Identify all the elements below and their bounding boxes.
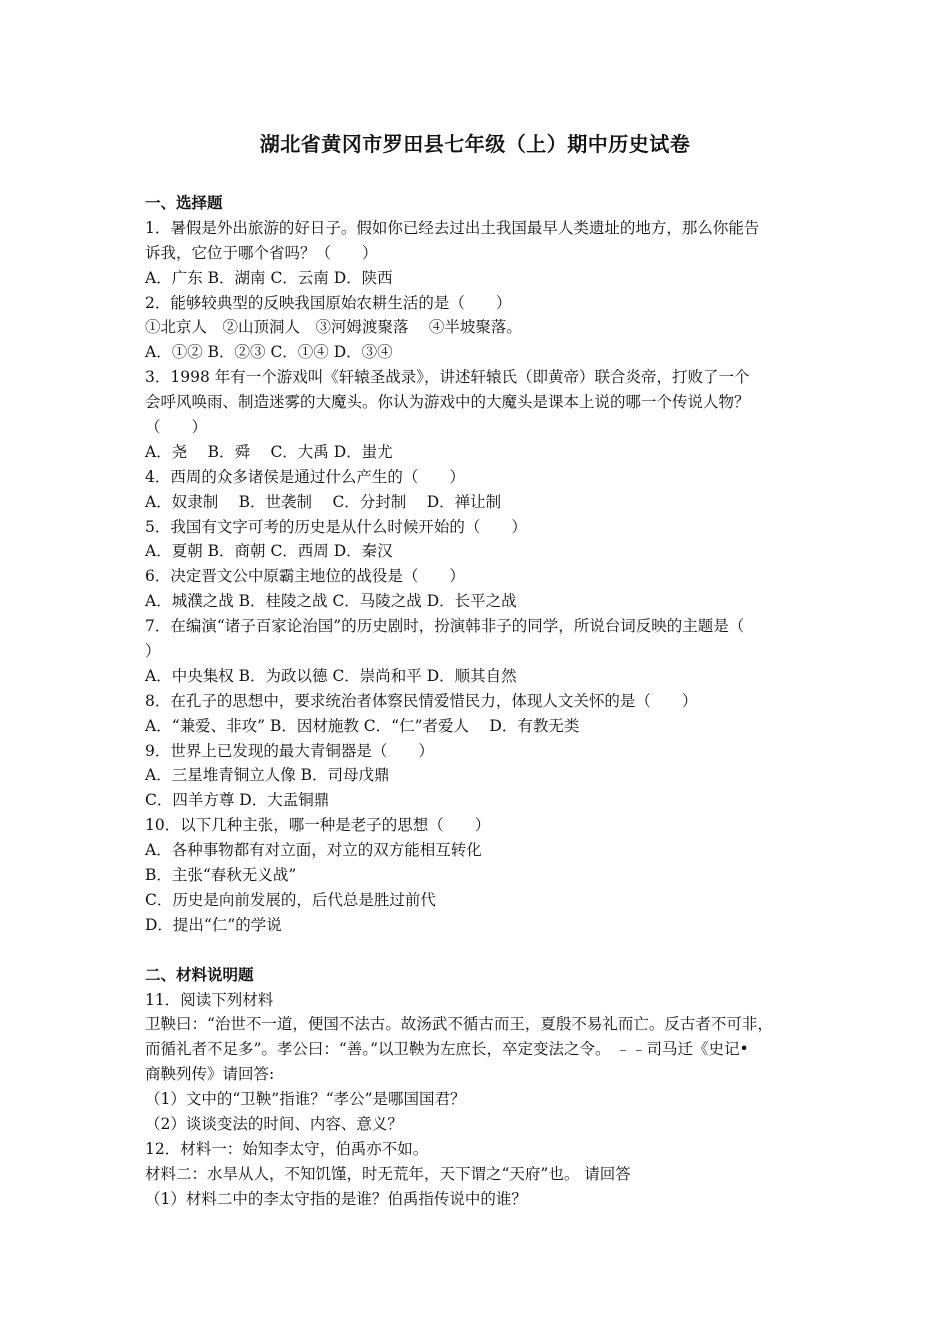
text-line: 材料二：水旱从人，不知饥馑，时无荒年，天下谓之“天府”也。 请回答 (145, 1164, 631, 1183)
text-line: （1）材料二中的李太守指的是谁？伯禹指传说中的谁？ (145, 1189, 527, 1208)
section-heading-material: 二、材料说明题 (145, 965, 254, 984)
text-line: A．广东 B．湖南 C．云南 D．陕西 (145, 268, 393, 287)
text-line: 11．阅读下列材料 (145, 990, 274, 1009)
text-line: 1．暑假是外出旅游的好日子。假如你已经去过出土我国最早人类遗址的地方，那么你能告 (145, 218, 760, 237)
text-line: A．①② B．②③ C．①④ D．③④ (145, 343, 393, 362)
text-line: 商鞅列传》请回答: (145, 1065, 275, 1084)
section-choice-questions (145, 216, 825, 938)
text-line: 10．以下几种主张，哪一种是老子的思想（ ） (145, 816, 491, 835)
text-line: A．中央集权 B．为政以德 C．崇尚和平 D．顺其自然 (145, 666, 517, 685)
text-line: A．尧 B．舜 C．大禹 D．蚩尤 (145, 442, 393, 461)
text-line: ①北京人 ②山顶洞人 ③河姆渡聚落 ④半坡聚落。 (145, 318, 522, 337)
text-line: （1）文中的“卫鞅”指谁？“孝公”是哪国国君？ (145, 1090, 466, 1109)
text-line: A．三星堆青铜立人像 B．司母戊鼎 (145, 766, 390, 785)
text-line: A．夏朝 B．商朝 C．西周 D．秦汉 (145, 542, 393, 561)
text-line: 7．在编演“诸子百家论治国”的历史剧时，扮演韩非子的同学，所说台词反映的主题是（ (145, 617, 745, 636)
text-line: C．历史是向前发展的，后代总是胜过前代 (145, 890, 436, 909)
text-line: 8．在孔子的思想中，要求统治者体察民情爱惜民力，体现人文关怀的是（ ） (145, 691, 698, 710)
text-line: 诉我，它位于哪个省吗？（ ） (145, 243, 378, 262)
text-line: A．“兼爱、非攻” B．因材施教 C．“仁”者爱人 D．有教无类 (145, 716, 580, 735)
exam-content (145, 191, 825, 1212)
text-line: B．主张“春秋无义战” (145, 866, 297, 885)
page-title: 湖北省黄冈市罗田县七年级（上）期中历史试卷 (259, 132, 691, 156)
text-line: 12．材料一：始知李太守，伯禹亦不如。 (145, 1139, 429, 1158)
text-line: 会呼风唤雨、制造迷雾的大魔头。你认为游戏中的大魔头是课本上说的哪一个传说人物？ (145, 393, 750, 412)
text-line: （2）谈谈变法的时间、内容、意义？ (145, 1114, 403, 1133)
text-line: （ ） (145, 418, 208, 437)
text-line: 4．西周的众多诸侯是通过什么产生的（ ） (145, 467, 465, 486)
section-heading-choice: 一、选择题 (145, 194, 223, 212)
text-line: ） (145, 642, 161, 661)
text-line: D．提出“仁”的学说 (145, 915, 282, 934)
section-spacer (145, 938, 825, 963)
text-line: 而循礼者不足多”。孝公曰：“善。”以卫鞅为左庶长，卒定变法之令。 ﹣﹣司马迁《史记• (145, 1040, 749, 1059)
text-line: A．各种事物都有对立面，对立的双方能相互转化 (145, 841, 482, 860)
text-line: C．四羊方尊 D．大盂铜鼎 (145, 791, 330, 810)
text-line: A．城濮之战 B．桂陵之战 C．马陵之战 D．长平之战 (145, 592, 517, 611)
text-line: 6．决定晋文公中原霸主地位的战役是（ ） (145, 567, 465, 586)
section-material-questions (145, 988, 825, 1212)
text-line: 9．世界上已发现的最大青铜器是（ ） (145, 741, 434, 760)
text-line: A．奴隶制 B．世袭制 C．分封制 D．禅让制 (145, 492, 502, 511)
text-line: 2．能够较典型的反映我国原始农耕生活的是（ ） (145, 293, 512, 312)
text-line: 卫鞅曰：“治世不一道，便国不法古。故汤武不循古而王，夏殷不易礼而亡。反古者不可非， (145, 1015, 773, 1034)
text-line: 3．1998 年有一个游戏叫《轩辕圣战录》，讲述轩辕氏（即黄帝）联合炎帝，打败了一个 (145, 368, 750, 387)
text-line: 5．我国有文字可考的历史是从什么时候开始的（ ） (145, 517, 527, 536)
